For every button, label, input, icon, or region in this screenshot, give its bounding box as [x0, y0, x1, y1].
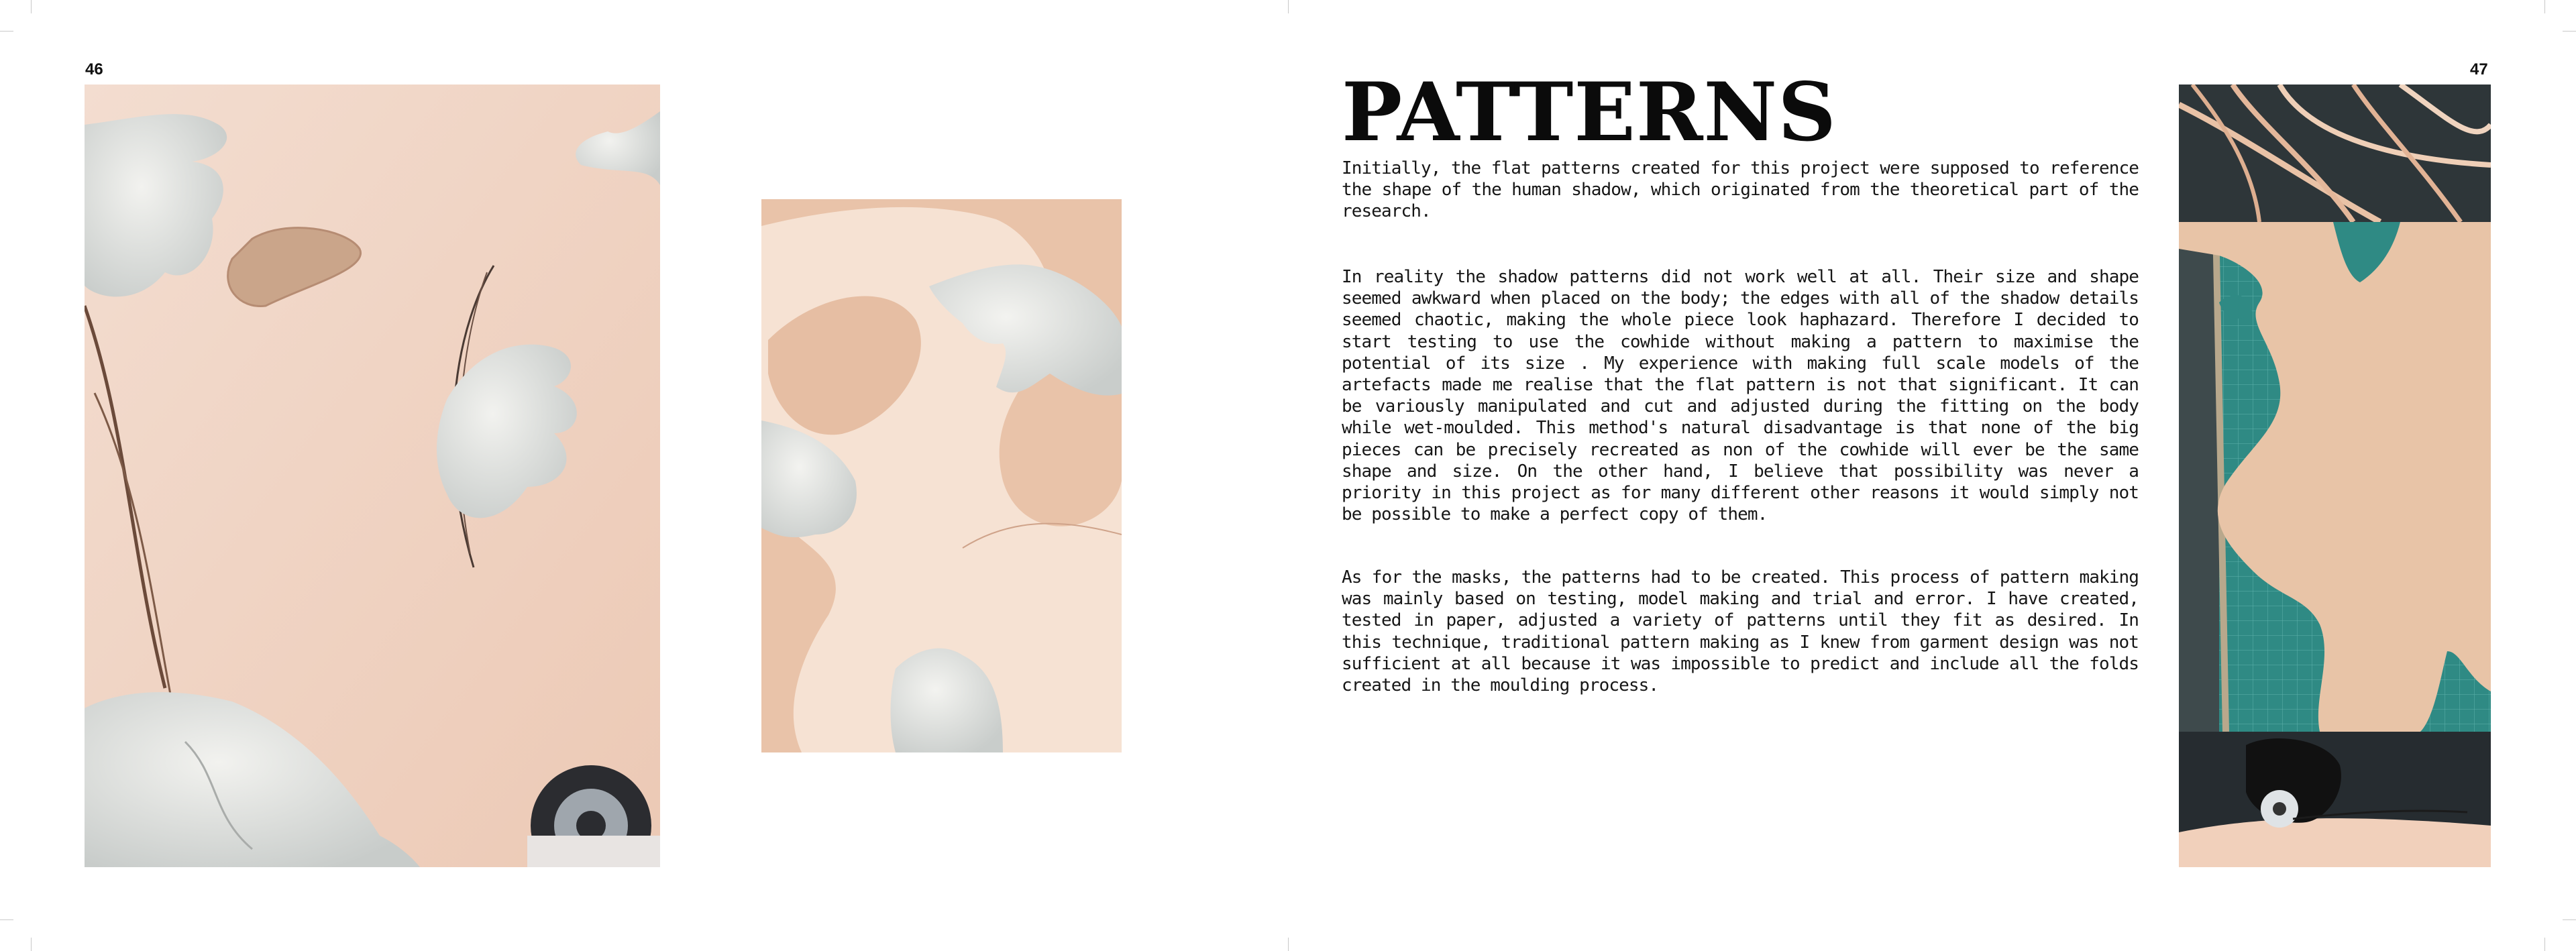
crop-mark-top-left-h	[0, 31, 13, 32]
crop-mark-top-left	[31, 0, 32, 13]
photo-plaster-hands-on-leather	[85, 85, 660, 867]
photo-leather-pattern-pieces	[761, 199, 1122, 752]
crop-mark-bottom-left	[31, 938, 32, 951]
crop-mark-top-right-h	[2563, 31, 2576, 32]
crop-mark-bottom-right-h	[2563, 919, 2576, 920]
crop-mark-top-right	[2544, 0, 2545, 13]
page-title: PATTERNS	[1342, 65, 1837, 160]
page-number-left: 46	[85, 60, 103, 78]
photo-cutting-leather	[2179, 732, 2491, 867]
photo-illustration-5	[2179, 732, 2491, 867]
crop-mark-bottom-left-h	[0, 919, 13, 920]
page-number-right: 47	[2470, 60, 2488, 78]
photo-illustration	[85, 85, 660, 867]
paragraph-2: In reality the shadow patterns did not work well at all. Their size and shape seemed awkward when placed on the body; the edges with all of the shadow details seemed chaotic, making the whole piece look haphazard. Therefore I decided to start testing to use the cowhide without making a pattern to maximise the potential of its size . My experience with making full scale models of the artefacts made me realise that the flat pattern is not that significant. It can be variously manipulated and cut and adjusted during the fitting on the body while wet-moulded. This method's natural disadvantage is that none of the big pieces can be precisely recreated as non of the cowhide will ever be the same shape and size. On the other hand, I believe that possibility was never a priority in this project as for many different other reasons it would simply not be possible to make a perfect copy of them.	[1342, 267, 2139, 525]
photo-shadow-pattern-on-mat	[2179, 222, 2491, 732]
crop-mark-bottom-right	[2544, 938, 2545, 951]
photo-illustration-2	[761, 199, 1122, 752]
photo-illustration-3	[2179, 85, 2491, 222]
photo-illustration-4	[2179, 222, 2491, 732]
photo-leather-strips	[2179, 85, 2491, 222]
crop-mark-top-center	[1288, 0, 1289, 13]
crop-mark-bottom-center	[1288, 938, 1289, 951]
paragraph-3: As for the masks, the patterns had to be created. This process of pattern making was mainly based on testing, model making and trial and error. I have created, tested in paper, adjusted a variety of patterns until they fit as desired. In this technique, traditional pattern making as I knew from garment design was not sufficient at all because it was impossible to predict and include all the folds created in the moulding process.	[1342, 567, 2139, 696]
paragraph-1: Initially, the flat patterns created for this project were supposed to reference the shape of the human shadow, which originated from the theoretical part of the research.	[1342, 158, 2139, 222]
